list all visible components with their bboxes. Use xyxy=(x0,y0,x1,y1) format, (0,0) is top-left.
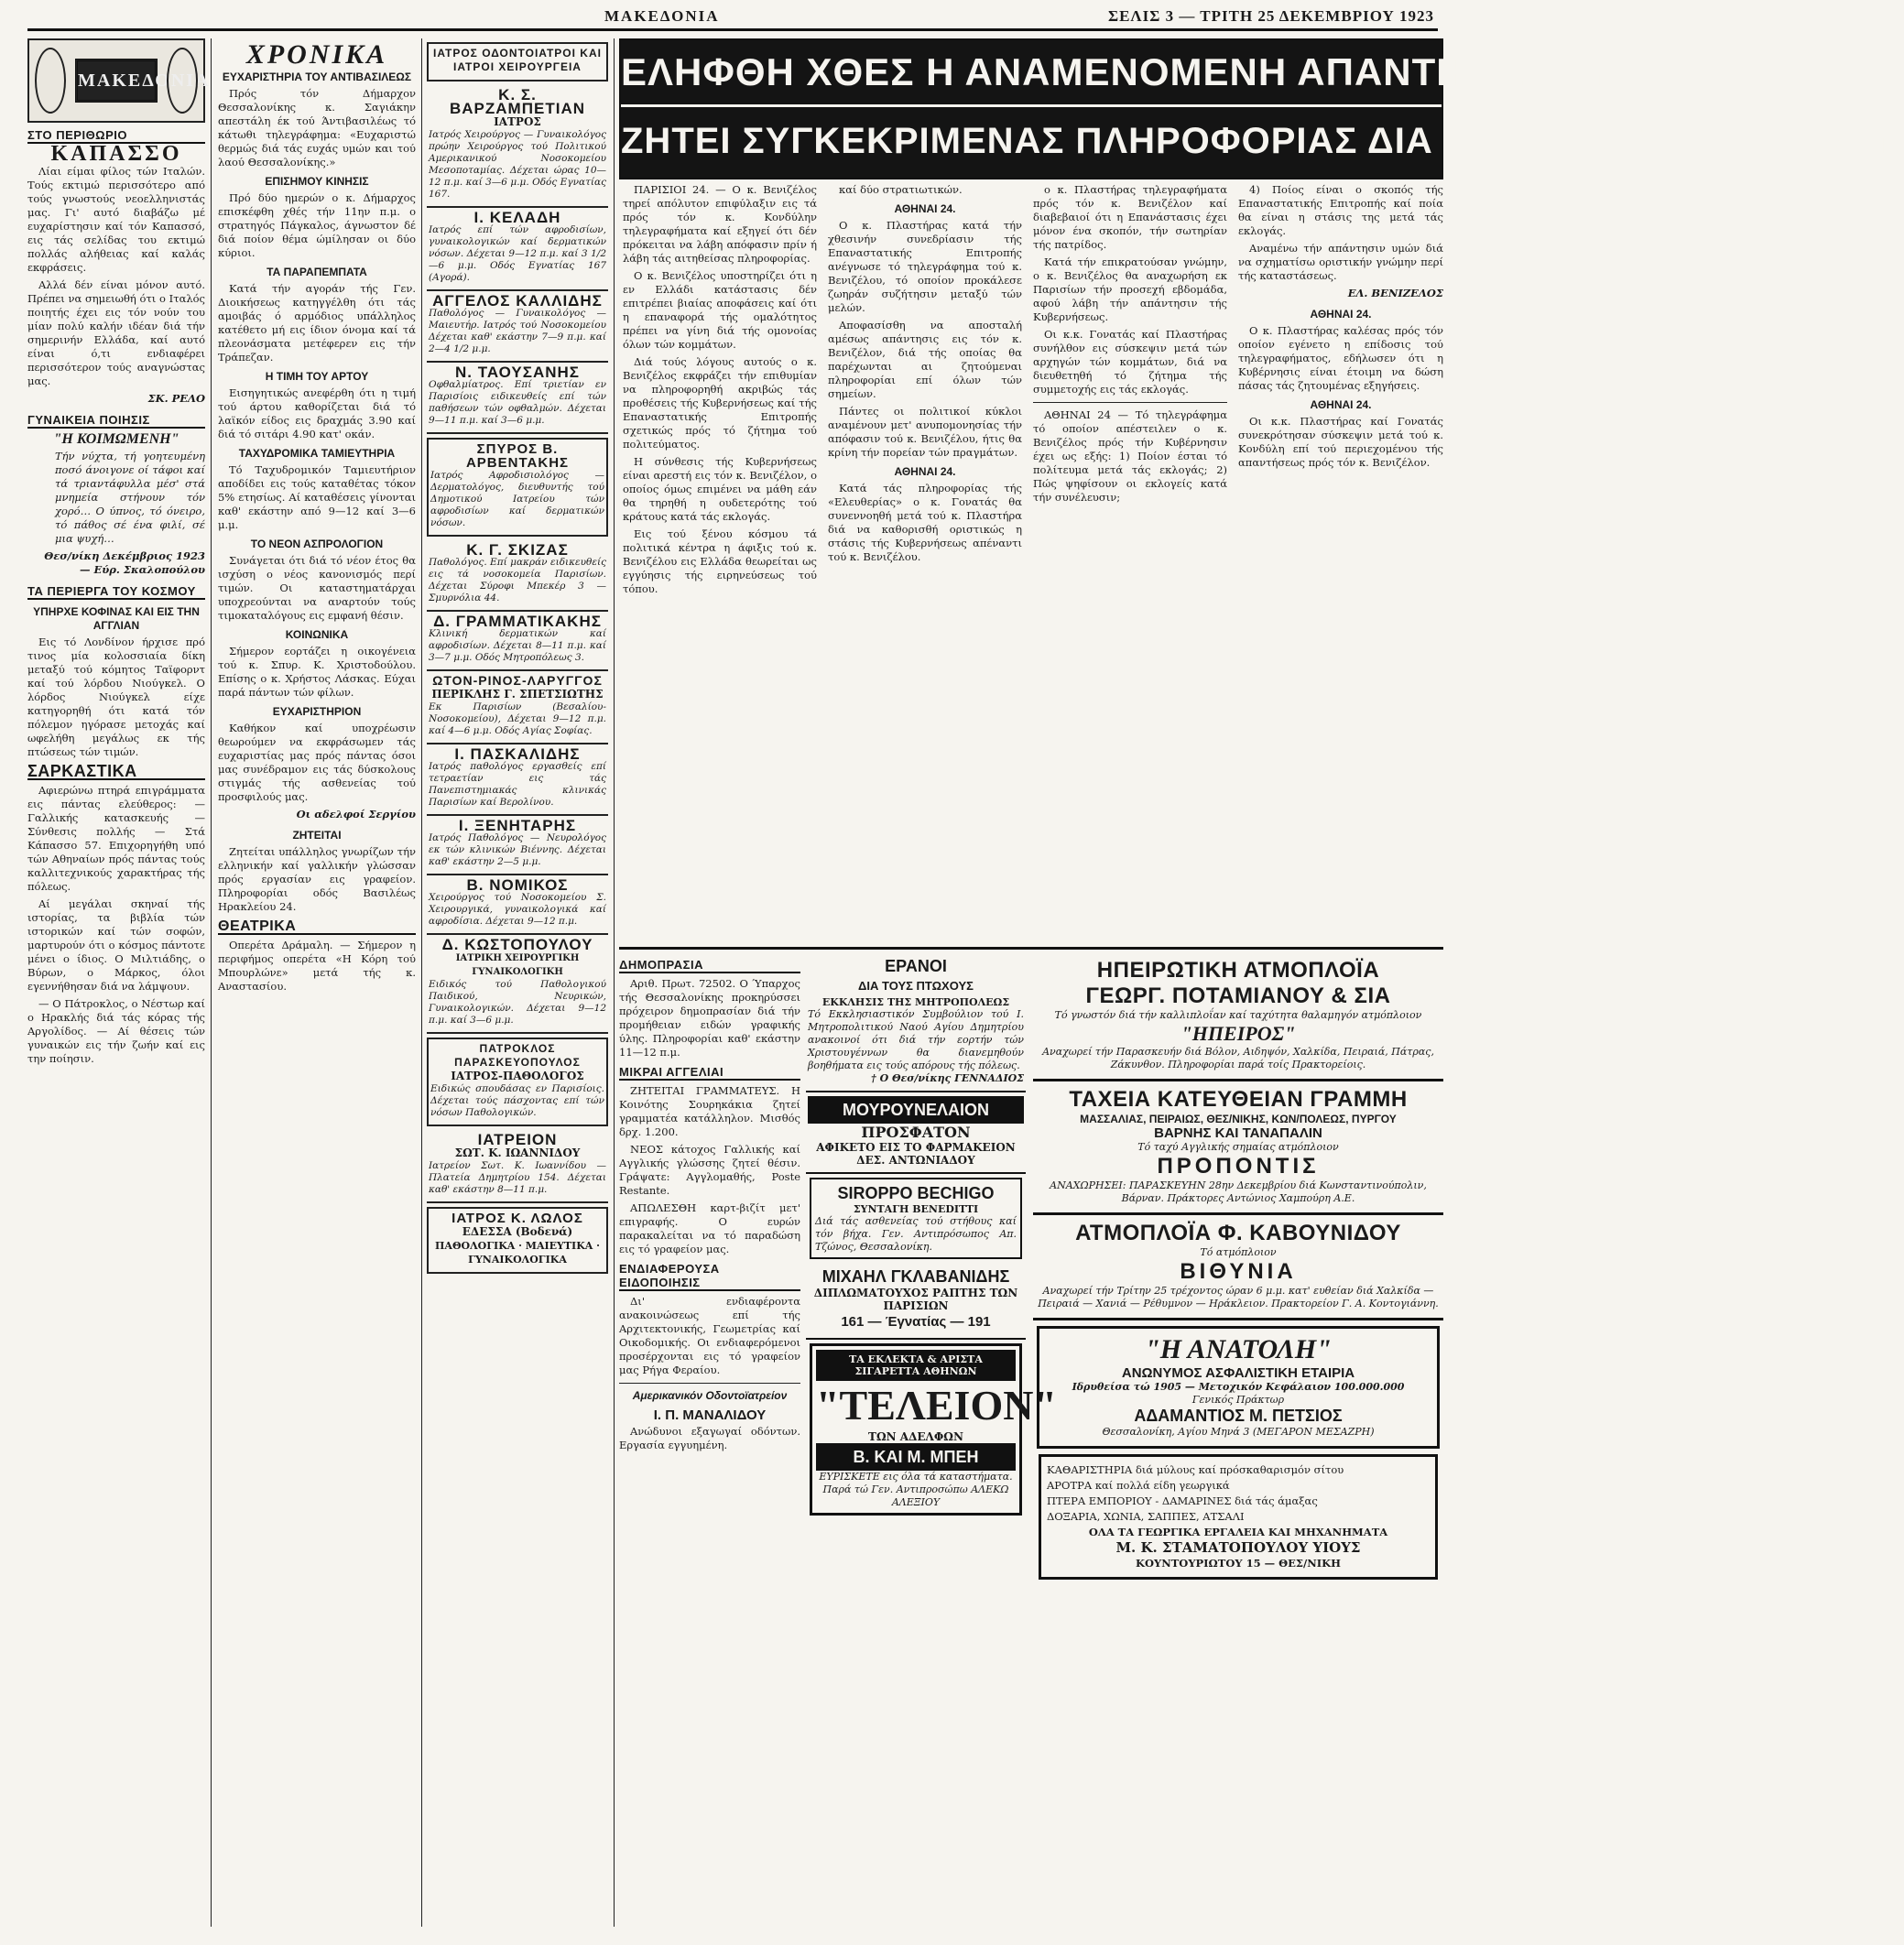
ad-body: Παθολόγος. Επί μακράν ειδικευθείς εις τά νοσοκομεία Παρισίων. Δέχεται Σύροφι Μπεκέρ 3 — Σμυρνόλια 44. xyxy=(429,557,606,603)
news-paragraph: Διά τούς λόγους αυτούς ο κ. Βενιζέλος εκφράζει τήν επιθυμίαν να πληροφορηθή ακριβώς τάς προθέσεις τής Κυβερνήσεως καί τής Επαναστατικής Επιτροπής σχετικώς πρός τό ζήτημα τού πολιτεύματος. xyxy=(623,355,817,451)
classified-text: ΖΗΤΕΙΤΑΙ ΓΡΑΜΜΑΤΕΥΣ. Η Κοινότης Σουρηκάκια ζητεί γραμματέα κατάλληλον. Μισθός δρχ. 1.200. xyxy=(619,1084,800,1138)
ad-block xyxy=(806,1263,1026,1340)
ad-body: ΕΥΡΙΣΚΕΤΕ εις όλα τά καταστήματα. Παρά τώ Γεν. Αντιπροσώπω ΑΛΕΚΩ ΑΛΕΞΙΟΥ xyxy=(819,1471,1013,1508)
ad-title: ΣΠΥΡΟΣ Β. ΑΡΒΕΝΤΑΚΗΣ xyxy=(465,441,570,471)
news-paragraph: Ο κ. Πλαστήρας καλέσας πρός τόν οποίον εγένετο η επίδοσις τού τηλεγραφήματος, εδήλωσεν ότι η Κυβέρνησις είναι έτοιμη να δώση πάσας τάς ζητουμένας εξηγήσεις. xyxy=(1238,324,1443,392)
ad-title: ΗΠΕΙΡΩΤΙΚΗ ΑΤΜΟΠΛΟΪΑ xyxy=(1096,958,1380,983)
ad-body: Ιατρός παθολόγος εργασθείς επί τετραετίαν εις τάς Πανεπιστημιακάς κλινικάς Παρισίων καί Βερολίνου. xyxy=(429,761,606,808)
article-title: ΥΠΗΡΧΕ ΚΟΦΙΝΑΣ ΚΑΙ ΕΙΣ ΤΗΝ ΑΓΓΛΙΑΝ xyxy=(33,605,200,632)
news-heading: ΕΥΧΑΡΙΣΤΗΡΙΑ ΤΟΥ ΑΝΤΙΒΑΣΙΛΕΩΣ xyxy=(222,71,412,83)
ad-subtitle: ΒΑΡΝΗΣ ΚΑΙ ΤΑΝΑΠΑΛΙΝ xyxy=(1154,1125,1322,1141)
ad-title: ΕΡΑΝΟΙ xyxy=(885,957,947,975)
news-column-2 xyxy=(828,183,1022,943)
section-heading: ΕΝΔΙΑΦΕΡΟΥΣΑ ΕΙΔΟΠΟΙΗΣΙΣ xyxy=(619,1262,800,1291)
divider xyxy=(619,1383,800,1384)
ad-body: Τό ατμόπλοιον xyxy=(1200,1246,1277,1258)
ad-block xyxy=(427,438,608,537)
ad-body: Ιατρός επί τών αφροδισίων, γυναικολογικών καί δερματικών νόσων. Δέχεται 9—12 π.μ. καί 3 1/2—6 μ.μ. Οδός Εγνατίας 167 (Αγορά). xyxy=(429,224,606,283)
section-heading: ΔΗΜΟΠΡΑΣΙΑ xyxy=(619,958,800,973)
ad-subtitle: ΤΩΝ ΑΔΕΛΦΩΝ xyxy=(868,1430,963,1443)
classified-text: ΑΠΩΛΕΣΘΗ καρτ-βιζίτ μετ' επιγραφής. Ο ευρών παρακαλείται να τό παραδώση εις τό γραφείον μας. xyxy=(619,1201,800,1255)
ad-title: Δ. ΓΡΑΜΜΑΤΙΚΑΚΗΣ xyxy=(433,613,602,630)
news-paragraph: Εις τού ξένου κόσμου τά πολιτικά κέντρα η άφιξις τού κ. Βενιζέλου εις Ελλάδα θεωρείται ως εγγύησις τής ειρηνεύσεως τού τόπου. xyxy=(623,527,817,595)
ad-title: "ΤΕΛΕΙΟΝ" xyxy=(816,1382,1057,1429)
ad-title: ΤΑΧΕΙΑ ΚΑΤΕΥΘΕΙΑΝ ΓΡΑΜΜΗ xyxy=(1069,1087,1408,1112)
ad-block xyxy=(1033,1215,1443,1320)
ad-body: Τό γνωστόν διά τήν καλλιπλοΐαν καί ταχύτητα θαλαμηγόν ατμόπλοιον xyxy=(1054,1009,1422,1021)
ad-line: ΑΡΟΤΡΑ καί πολλά είδη γεωργικά xyxy=(1047,1479,1230,1492)
ad-subtitle: ΙΑΤΡΙΚΗ ΧΕΙΡΟΥΡΓΙΚΗ ΓΥΝΑΙΚΟΛΟΓΙΚΗ xyxy=(455,953,580,977)
ad-subtitle: ΔΙΑ ΤΟΥΣ ΠΤΩΧΟΥΣ xyxy=(858,979,974,993)
ad-block xyxy=(427,1038,608,1126)
ad-subtitle: ΠΡΟΣΦΑΤΟΝ xyxy=(861,1124,971,1141)
ad-subtitle: ΑΝΩΝΥΜΟΣ ΑΣΦΑΛΙΣΤΙΚΗ ΕΤΑΙΡΙΑ xyxy=(1121,1365,1355,1381)
section-heading: ΣΤΟ ΠΕΡΙΘΩΡΙΟ xyxy=(27,128,205,144)
ad-block xyxy=(427,612,608,671)
news-paragraph: ΠΑΡΙΣΙΟΙ 24. — Ο κ. Βενιζέλος τηρεί απόλυτον επιφύλαξιν εις τά πρός τόν κ. Κονδύλην τηλεγραφήματα καί εξηγεί ότι δέν πρόκειται να λάβη απόφασιν πρίν ή λάβη τάς αιτηθείσας πληροφορίας. xyxy=(623,183,817,265)
article-paragraph: Εις τό Λονδίνον ήρχισε πρό τινος μία κολοσσιαία δίκη μεταξύ τού κόμητος Ταϊφορντ καί τού λόρδου Νιούγκελ. Ο λόρδος Νιούγκελ είχε κατηγορηθή ότι κατά τόν πόλεμον ηγόρασε μετοχάς καί ωφελήθη μεγάλως εκ τής πτώσεως τών τιμών. xyxy=(27,636,205,758)
news-paragraph: Κατά τήν αγοράν τής Γεν. Διοικήσεως κατηγγέλθη ότι τάς αμοιβάς ό αρμόδιος υπάλληλος κατέθετο μή εις ίδιον όνομα καί τά πλεονάσματα μετέφερεν εις τήν Τράπεζαν. xyxy=(218,282,416,364)
ad-title: ΜΟΥΡΟΥΝΕΛΑΙΟΝ xyxy=(808,1096,1024,1124)
ad-block xyxy=(806,1092,1026,1174)
news-heading: ΚΟΙΝΩΝΙΚΑ xyxy=(285,628,349,641)
news-dateline: ΑΘΗΝΑΙ 24. xyxy=(894,465,956,478)
ad-title: Ι. Π. ΜΑΝΑΛΙΔΟΥ xyxy=(653,1407,767,1423)
ad-title: SIROPPO BECHIGO xyxy=(837,1184,995,1202)
ad-line: ΠΤΕΡΑ ΕΜΠΟΡΙΟΥ - ΔΑΜΑΡΙΝΕΣ διά τάς άμαξας xyxy=(1047,1494,1318,1507)
ad-title: ΙΑΤΡΟΣ ΟΔΟΝΤΟΙΑΤΡΟΙ ΚΑΙ ΙΑΤΡΟΙ ΧΕΙΡΟΥΡΓΕΙΑ xyxy=(433,47,602,73)
news-signature: Οι αδελφοί Σεργίου xyxy=(296,808,416,820)
ad-body: ΠΑΘΟΛΟΓΙΚΑ · ΜΑΙΕΥΤΙΚΑ · ΓΥΝΑΙΚΟΛΟΓΙΚΑ xyxy=(435,1240,600,1266)
news-signature: ΕΛ. ΒΕΝΙΖΕΛΟΣ xyxy=(1347,287,1443,299)
ad-block xyxy=(427,291,608,363)
ad-subtitle: ΜΑΣΣΑΛΙΑΣ, ΠΕΙΡΑΙΩΣ, ΘΕΣ/ΝΙΚΗΣ, ΚΩΝ/ΠΟΛΕΩΣ, ΠΥΡΓΟΥ xyxy=(1080,1113,1397,1125)
ad-block xyxy=(427,935,608,1034)
news-heading: ΕΥΧΑΡΙΣΤΗΡΙΟΝ xyxy=(272,705,362,718)
ad-title: ΩΤΟΝ-ΡΙΝΟΣ-ΛΑΡΥΓΓΟΣ xyxy=(432,673,603,688)
news-paragraph: Οι κ.κ. Πλαστήρας καί Γονατάς συνεκρότησαν σύσκεψιν μετά τού κ. Κονδύλη επί τού περιεχομένου τής απαντήσεως πρός τόν κ. Βενιζέλον. xyxy=(1238,415,1443,469)
ad-body: Ιατρός Χειρούργος — Γυναικολόγος πρώην Χειρούργος τού Πολιτικού Αμερικανικού Νοσοκομείου Μεσοποταμίας. Δέχεται ώρας 10—12 π.μ. καί 3—6 μ.μ. Οδός Εγνατίας 167. xyxy=(429,129,606,200)
news-paragraph: ΑΘΗΝΑΙ 24 — Τό τηλεγράφημα τό οποίον απέστειλεν ο κ. Βενιζέλος πρός τήν Κυβέρνησιν έχει ως εξής: 1) Ποίον έσται τό πολίτευμα μετά τάς εκλογάς; 2) Πώς ψηφίσουν οι εκλογείς κατά τήν συνέλευσιν; xyxy=(1033,408,1227,504)
article-paragraph: Λίαι είμαι φίλος τών Ιταλών. Τούς εκτιμώ περισσότερο από τούς γνωστούς νεοελληνιστάς μας. Γι' αυτό διαβάζω μέ ευχαρίστησιν καί τόν Καπασσό, εις τάς σελίδας του εκτιμώ πολλάς αλήθειας καί καλάς εκφράσεις. xyxy=(27,165,205,274)
ad-body: Αναχωρεί τήν Τρίτην 25 τρέχοντος ώραν 6 μ.μ. κατ' ευθείαν διά Χαλκίδα — Πειραιά — Χανιά — Ρέθυμνον — Ηράκλειον. Πρακτορείον Γ. Α. Κοντογιάννη. xyxy=(1038,1285,1439,1309)
ad-line: ΔΟΞΑΡΙΑ, ΧΩΝΙΑ, ΣΑΠΠΕΣ, ΑΤΣΑΛΙ xyxy=(1047,1510,1245,1523)
column-2 xyxy=(218,38,416,1925)
news-paragraph: Ο κ. Βενιζέλος υποστηρίζει ότι η εν Ελλάδι κατάστασις δέν επιτρέπει βιαίας αποφάσεις καί ότι η επαναφορά τής ομαλότητος πρέπει να γίνη διά τής ομονοίας όλων τών κομμάτων. xyxy=(623,269,817,351)
ad-body: Εκ Παρισίων (Βεσαλίου-Νοσοκομείου), Δέχεται 9—12 π.μ. καί 4—6 μ.μ. Οδός Αγίας Σοφίας. xyxy=(429,701,606,736)
ad-subtitle: ΙΑΤΡΟΣ-ΠΑΘΟΛΟΓΟΣ xyxy=(451,1070,584,1082)
news-paragraph: Πρό δύο ημερών ο κ. Δήμαρχος επισκέφθη χθές τήν 11ην π.μ. ο στρατηγός Πάγκαλος, άγνωστον δέ διά ποίον θέμα ώμίλησαν οι δύο κύριοι. xyxy=(218,191,416,259)
news-column-3 xyxy=(1033,183,1227,943)
news-paragraph: Συνάγεται ότι διά τό νέον έτος θα ισχύση ο νέος κανονισμός περί τιμών. Οι καταστηματάρχαι υποχρεούνται να αναρτούν τούς τιμοκαταλόγους εις εμφανή θέσιν. xyxy=(218,554,416,622)
column-3-ads xyxy=(427,38,608,1925)
ad-body: Ειδικώς σπουδάσας εν Παρισίοις. Δέχεται τούς πάσχοντας επί τών νόσων Παθολογικών. xyxy=(430,1083,604,1118)
news-paragraph: Σήμερον εορτάζει η οικογένεια τού κ. Σπυρ. Κ. Χριστοδούλου. Επίσης ο κ. Χρήστος Λάσκας. Εύχαι παρά πάντων τών φίλων. xyxy=(218,645,416,699)
article-paragraph: — Ο Πάτροκλος, ο Νέστωρ καί ο Ηρακλής διά τάς κόρας τής Αργολίδος. — Αί θέσεις τών γυναικών εις τήν ζωήν καί εις την ποίησιν. xyxy=(27,997,205,1065)
news-paragraph: Καθήκον καί υποχρέωσιν θεωρούμεν να εκφράσωμεν τάς ευχαριστίας μας πρός πάντας όσοι μας συνέδραμον εις τάς δύσκολους στιγμάς τής ασθενείας τού προσφιλούς μας. xyxy=(218,722,416,803)
classifieds-column xyxy=(619,952,800,1927)
ad-subtitle: ΠΕΡΙΚΛΗΣ Γ. ΣΠΕΤΣΙΩΤΗΣ xyxy=(431,688,604,701)
ad-block xyxy=(806,952,1026,1092)
page-header xyxy=(27,4,1438,31)
ad-body: Κλινική δερματικών καί αφροδισίων. Δέχεται 8—11 π.μ. καί 3—7 μ.μ. Οδός Μητροπόλεως 3. xyxy=(429,628,606,663)
ad-block xyxy=(427,85,608,208)
ad-body: Θεσσαλονίκη, Αγίου Μηνά 3 (ΜΕΓΑΡΟΝ ΜΕΣΑΖΡΗ) xyxy=(1102,1426,1375,1438)
headline-line-1: ΕΛΗΦΘΗ ΧΘΕΣ Η ΑΝΑΜΕΝΟΜΕΝΗ ΑΠΑΝΤΗΣΙΣ ΤΟΥ κ. ΒΕΝΙΖΕΛΟΥ xyxy=(621,40,1442,107)
news-paragraph: Αναμένω τήν απάντησιν υμών διά να σχηματίσω οριστικήν γνώμην περί τής καταστάσεως. xyxy=(1238,242,1443,282)
ad-subtitle: ΣΥΝΤΑΓΗ BENEDITTI xyxy=(853,1203,979,1215)
ad-block xyxy=(427,363,608,434)
ad-block xyxy=(427,744,608,816)
ad-title: ΙΑΤΡΟΣ Κ. ΛΩΛΟΣ xyxy=(452,1211,583,1226)
ads-middle-column xyxy=(806,952,1057,1927)
ad-body: ΑΦΙΚΕΤΟ ΕΙΣ ΤΟ ΦΑΡΜΑΚΕΙΟΝ ΔΕΣ. ΑΝΤΩΝΙΑΔΟΥ xyxy=(816,1141,1016,1167)
ship-name: ΠΡΟΠΟΝΤΙΣ xyxy=(1157,1154,1320,1179)
ad-header xyxy=(427,42,608,81)
ad-block xyxy=(1037,1326,1440,1449)
divider xyxy=(1033,402,1227,403)
ornament-left-icon xyxy=(35,48,66,114)
ad-block xyxy=(427,540,608,612)
news-column-4 xyxy=(1238,183,1443,943)
ornament-right-icon xyxy=(167,48,198,114)
ad-line: ΚΑΘΑΡΙΣΤΗΡΙΑ διά μύλους καί πρόσκαθαρισμόν σίτου xyxy=(1047,1463,1344,1476)
news-column-1 xyxy=(623,183,817,943)
article-title: ΚΑΠΑΣΣΟ xyxy=(50,142,182,166)
article-paragraph: Αλλά δέν είναι μόνον αυτό. Πρέπει να σημειωθή ότι ο Ιταλός ποιητής έχει εις τόν νούν του μίαν πολύ καλήν ιδέαν διά τήν σημερινήν Ελλάδα, καί αυτό είναι ό,τι ενδιαφέρει περισσότερον τούς αναγνώστας μας. xyxy=(27,278,205,387)
ad-block xyxy=(1033,952,1443,1081)
ad-title: ΑΤΜΟΠΛΟΪΑ Φ. ΚΑΒΟΥΝΙΔΟΥ xyxy=(1075,1221,1401,1245)
news-paragraph: Ζητείται υπάλληλος γνωρίζων τήν ελληνικήν καί γαλλικήν γλώσσαν πρός εργασίαν εις γραφείον. Πληροφορίαι οδός Βασιλέως Ηρακλείου 24. xyxy=(218,845,416,913)
section-heading: ΤΑ ΠΕΡΙΕΡΓΑ ΤΟΥ ΚΟΣΜΟΥ xyxy=(27,584,205,600)
masthead-logo: ΜΑΚΕΔΟΝΙΑ xyxy=(75,59,158,103)
ad-block xyxy=(1033,1081,1443,1215)
classified-text: Αριθ. Πρωτ. 72502. Ο Ύπαρχος τής Θεσσαλονίκης προκηρύσσει πρόχειρον δημοπρασίαν διά τήν προμήθειαν ειδών γραφικής ύλης. Πληροφορίαι καθ' εκάστην 11—12 π.μ. xyxy=(619,977,800,1059)
ad-block xyxy=(427,671,608,744)
ad-block xyxy=(810,1178,1022,1259)
ad-body: ΑΝΑΧΩΡΗΣΕΙ: ΠΑΡΑΣΚΕΥΗΝ 28ην Δεκεμβρίου διά Κωνσταντινούπολιν, Βάρναν. Πράκτορες Αντώνιος Χαμπούρη Α.Ε. xyxy=(1050,1179,1427,1204)
ad-title: Ν. ΤΑΟΥΣΑΝΗΣ xyxy=(455,364,580,381)
ad-body: Ιατρός Παθολόγος — Νευρολόγος εκ τών κλινικών Βιέννης. Δέχεται καθ' εκάστην 2—5 μ.μ. xyxy=(429,832,606,867)
news-paragraph: Οι κ.κ. Γονατάς καί Πλαστήρας συνήλθον εις σύσκεψιν μετά τών αρχηγών τών κομμάτων, διά να διευθετηθή τό ζήτημα τής συμμετοχής εις τάς εκλογάς. xyxy=(1033,328,1227,396)
news-paragraph: Κατά τάς πληροφορίας τής «Ελευθερίας» ο κ. Γονατάς θα συνεννοηθή μετά τού κ. Πλαστήρα διά να καθορισθή οριστικώς η στάσις τής Κυβερνήσεως απέναντι τού κ. Βενιζέλου. xyxy=(828,482,1022,563)
ad-block xyxy=(427,816,608,875)
ship-name: "ΗΠΕΙΡΟΣ" xyxy=(1180,1022,1296,1045)
headline-line-2: ΖΗΤΕΙ ΣΥΓΚΕΚΡΙΜΕΝΑΣ ΠΛΗΡΟΦΟΡΙΑΣ ΔΙΑ ΝΑ ΣΧΗΜΑΤΙΣΗ ΓΝΩΜΗΝ xyxy=(621,121,1904,161)
ad-body: Ιδρυθείσα τώ 1905 — Μετοχικόν Κεφάλαιον 100.000.000 xyxy=(1072,1381,1405,1393)
ad-subtitle: ΕΚΚΛΗΣΙΣ ΤΗΣ ΜΗΤΡΟΠΟΛΕΩΣ xyxy=(821,996,1010,1008)
column-1 xyxy=(27,38,211,1925)
ad-title: ΓΕΩΡΓ. ΠΟΤΑΜΙΑΝΟΥ & ΣΙΑ xyxy=(1085,983,1391,1008)
ad-title: Ι. ΚΕΛΑΔΗ xyxy=(473,209,561,226)
news-paragraph: Αποφασίσθη να αποσταλή αμέσως απάντησις εις τόν κ. Βενιζέλον, διά τής οποίας θα παρέχωνται αι ζητούμεναι πληροφορίαι επί όλων τών σημείων. xyxy=(828,319,1022,400)
ad-line: ΟΛΑ ΤΑ ΓΕΩΡΓΙΚΑ ΕΡΓΑΛΕΙΑ ΚΑΙ ΜΗΧΑΝΗΜΑΤΑ xyxy=(1088,1526,1388,1538)
ads-right-column xyxy=(1033,952,1443,1927)
ad-block xyxy=(427,1207,608,1274)
news-dateline: ΑΘΗΝΑΙ 24. xyxy=(1310,398,1372,411)
ad-title: Β. ΚΑΙ Μ. ΜΠΕΗ xyxy=(816,1443,1016,1471)
news-heading: ΤΑ ΠΑΡΑΠΕΜΠΑΤΑ xyxy=(267,266,367,278)
poem-text: Τήν νύχτα, τή γοητευμένη ποσό άνοιγονε οί τάφοι καί τά τριαντάφυλλα μέσ' στά μνημεία στήνουν τόν χορό… Ο ύπνος, τό όνειρο, τό πάθος σέ ένα φιλί, σέ μια ψυχή… xyxy=(55,450,205,545)
ad-subtitle: ΕΔΕΣΣΑ (Βοδενά) xyxy=(462,1225,573,1238)
ad-title: ΙΑΤΡΕΙΟΝ xyxy=(477,1131,558,1148)
ad-block xyxy=(427,875,608,935)
ad-body: Ιατρός Αφροδισιολόγος — Δερματολόγος, διευθυντής τού Δημοτικού Ιατρείου τών αφροδισίων καί δερματικών νόσων. xyxy=(430,470,604,528)
ad-title: Δ. ΚΩΣΤΟΠΟΥΛΟΥ xyxy=(441,936,593,953)
ad-subtitle: ΔΙΠΛΩΜΑΤΟΥΧΟΣ ΡΑΠΤΗΣ ΤΩΝ ΠΑΡΙΣΙΩΝ xyxy=(813,1287,1018,1312)
column-rule xyxy=(211,38,212,1927)
news-paragraph: καί δύο στρατιωτικών. xyxy=(839,183,963,196)
news-paragraph: Ο κ. Πλαστήρας κατά τήν χθεσινήν συνεδρίασιν τής Επαναστατικής Επιτροπής ανέγνωσε τό τηλεγράφημα τού κ. Βενιζέλου, τό οποίον προκάλεσε ζωηράν συζήτησιν μεταξύ τών μελών. xyxy=(828,219,1022,314)
news-paragraph: Η σύνθεσις τής Κυβερνήσεως είναι αρεστή εις τόν κ. Βενιζέλον, ο οποίος όμως επιμένει να μάθη εάν θα τηρηθή η ουδετερότης τού κράτους κατά τάς εκλογάς. xyxy=(623,455,817,523)
classified-text: ΝΕΟΣ κάτοχος Γαλλικής καί Αγγλικής γλώσσης ζητεί θέσιν. Γράψατε: Αγγλομαθής, Poste Restante. xyxy=(619,1143,800,1197)
ad-title: Κ. Σ. ΒΑΡΖΑΜΠΕΤΙΑΝ xyxy=(450,86,585,117)
masthead xyxy=(27,38,211,123)
ad-title: Ι. ΞΕΝΗΤΑΡΗΣ xyxy=(458,817,577,834)
news-heading: Η ΤΙΜΗ ΤΟΥ ΑΡΤΟΥ xyxy=(265,370,369,383)
ad-body: Τό ταχύ Αγγλικής σημαίας ατμόπλοιον xyxy=(1137,1141,1339,1153)
news-paragraph: Εισηγητικώς ανεφέρθη ότι η τιμή τού άρτου καθορίζεται διά τό λαϊκόν είδος εις δραχμάς 3.90 καί διά τό σιτάρι 4.90 κατ' οκάν. xyxy=(218,386,416,440)
ad-body: Αναχωρεί τήν Παρασκευήν διά Βόλον, Αιδηψόν, Χαλκίδα, Πειραιά, Πάτρας, Ζάκυνθον. Πληροφορίαι παρά τοίς Πρακτορείοις. xyxy=(1042,1046,1434,1070)
ad-title: ΜΙΧΑΗΛ ΓΚΛΑΒΑΝΙΔΗΣ xyxy=(821,1267,1010,1286)
section-heading: ΜΙΚΡΑΙ ΑΓΓΕΛΙΑΙ xyxy=(619,1065,800,1081)
ad-title: Β. ΝΟΜΙΚΟΣ xyxy=(466,876,569,894)
news-paragraph: Οπερέτα Δράμαλη. — Σήμερον η περιφήμος οπερέτα «Η Κόρη τού Μπουρλώνε» μετά τής κ. Αναστασίου. xyxy=(218,939,416,993)
classified-text: Ανώδυνοι εξαγωγαί οδόντων. Εργασία εγγυημένη. xyxy=(619,1425,800,1451)
section-title: ΧΡΟΝΙΚΑ xyxy=(245,39,388,70)
news-paragraph: Πρός τόν Δήμαρχον Θεσσαλονίκης κ. Σαγιάκην απεστάλη έκ τού Άντιβασιλέως τό κάτωθι τηλεγράφημα: «Ευχαριστώ θερμώς διά τάς ευχάς υμών και τού λαού Θεσσαλονίκης.» xyxy=(218,87,416,168)
column-rule xyxy=(614,38,615,1927)
section-heading: ΣΑΡΚΑΣΤΙΚΑ xyxy=(27,765,205,780)
ad-subtitle: ΙΑΤΡΟΣ xyxy=(494,115,541,128)
ship-name: ΒΙΘΥΝΙΑ xyxy=(1180,1259,1297,1284)
ad-block xyxy=(810,1343,1057,1516)
issue-line: ΣΕΛΙΣ 3 — ΤΡΙΤΗ 25 ΔΕΚΕΜΒΡΙΟΥ 1923 xyxy=(1107,7,1434,25)
ad-body: Ιατρείον Σωτ. Κ. Ιωαννίδου — Πλατεία Δημητρίου 154. Δέχεται καθ' εκάστην 8—11 π.μ. xyxy=(429,1160,606,1195)
ad-title: "Η ΑΝΑΤΟΛΗ" xyxy=(1145,1334,1332,1364)
ad-title: Μ. Κ. ΣΤΑΜΑΤΟΠΟΥΛΟΥ ΥΙΟΥΣ xyxy=(1115,1539,1361,1556)
news-paragraph: ο κ. Πλαστήρας τηλεγραφήματα πρός τόν κ. Βενιζέλον καί διαβεβαιοί ότι η Επανάστασις έχει μόνον ένα σκοπόν, τήν σωτηρίαν τής πατρίδος. xyxy=(1033,183,1227,251)
section-divider xyxy=(619,947,1443,950)
news-heading: ΖΗΤΕΙΤΑΙ xyxy=(292,829,342,842)
ad-block xyxy=(1039,1454,1438,1580)
ad-body: 161 — Έγνατίας — 191 xyxy=(841,1314,991,1330)
article-paragraph: Αφιερώνω πτηρά επιγράμματα εις πάντας ελεύθερος: — Γαλλικής κατασκευής — Σύνθεσις πολλής — Στά Κάπασσο 57. Επιχορηγήθη υπό τών Αθηναίων πρός πάντας τούς καλλιτεχνικούς χαρακτήρας τής πόλεως. xyxy=(27,784,205,893)
ad-body: Ειδικός τού Παθολογικού Παιδικού, Νευρικών, Γυναικολογικών. Δέχεται 9—12 π.μ. καί 3—6 μ.μ. xyxy=(429,979,606,1026)
poem-title: "Η ΚΟΙΜΩΜΕΝΗ" xyxy=(53,431,180,447)
ad-body: Παθολόγος — Γυναικολόγος — Μαιευτήρ. Ιατρός τού Νοσοκομείου Δέχεται καθ' εκάστην 7—9 π.μ. καί 2—4 1/2 μ.μ. xyxy=(429,308,606,354)
ad-address: ΚΟΥΝΤΟΥΡΙΩΤΟΥ 15 — ΘΕΣ/ΝΙΚΗ xyxy=(1136,1557,1341,1570)
news-dateline: ΑΘΗΝΑΙ 24. xyxy=(894,202,956,215)
ad-subtitle: ΤΑ ΕΚΛΕΚΤΑ & ΑΡΙΣΤΑ ΣΙΓΑΡΕΤΤΑ ΑΘΗΝΩΝ xyxy=(816,1350,1016,1381)
ad-signature: † Ο Θεσ/νίκης ΓΕΝΝΑΔΙΟΣ xyxy=(871,1072,1024,1084)
section-heading: ΘΕΑΤΡΙΚΑ xyxy=(218,919,416,935)
ad-title: Αμερικανικόν Οδοντοϊατρείον xyxy=(632,1389,788,1402)
ad-subtitle: ΣΩΤ. Κ. ΙΩΑΝΝΙΔΟΥ xyxy=(454,1146,581,1159)
section-heading: ΓΥΝΑΙΚΕΙΑ ΠΟΙΗΣΙΣ xyxy=(27,413,205,429)
ad-block xyxy=(427,1130,608,1203)
news-dateline: ΑΘΗΝΑΙ 24. xyxy=(1310,308,1372,321)
news-paragraph: Τό Ταχυδρομικόν Ταμιευτήριον αποδίδει εις τούς καταθέτας τόκον 5% ετησίως. Αί καταθέσεις γίνονται καθ' εκάστην από 9—12 καί 3—6 μ.μ. xyxy=(218,463,416,531)
column-rule xyxy=(421,38,422,1927)
news-paragraph: 4) Ποίος είναι ο σκοπός τής Επαναστατικής Επιτροπής καί ποία θα είναι η στάσις της μετά τάς εκλογάς. xyxy=(1238,183,1443,237)
ad-title: Κ. Γ. ΣΚΙΖΑΣ xyxy=(466,541,569,559)
classified-text: Δι' ενδιαφέροντα ανακοινώσεως επί τής Αρχιτεκτονικής, Γεωμετρίας καί Οικοδομικής. Οι ενδιαφερόμενοι προσέρχονται εις τό γραφείον μας Ρήγα Φεραίου. xyxy=(619,1295,800,1376)
ad-body: Τό Εκκλησιαστικόν Συμβούλιον τού Ι. Μητροπολιτικού Ναού Αγίου Δημητρίου ανακοινοί ότι διά τήν εορτήν τών Χριστουγέννων θα διανεμηθούν βοηθήματα εις τούς απόρους τής πόλεως. xyxy=(808,1008,1024,1071)
ad-body: Οφθαλμίατρος. Επί τριετίαν εν Παρισίοις ειδικευθείς επί τών παθήσεων τών οφθαλμών. Δέχεται 9—11 π.μ. καί 3—6 μ.μ. xyxy=(429,379,606,426)
ad-title: ΑΔΑΜΑΝΤΙΟΣ Μ. ΠΕΤΣΙΟΣ xyxy=(1134,1407,1343,1425)
news-heading: ΤΑΧΥΔΡΟΜΙΚΑ ΤΑΜΙΕΥΤΗΡΙΑ xyxy=(238,447,396,460)
news-heading: ΕΠΙΣΗΜΟΥ ΚΙΝΗΣΙΣ xyxy=(265,175,369,188)
ad-body: Χειρούργος τού Νοσοκομείου Σ. Χειρουργικά, γυναικολογικά καί αφροδίσια. Δέχεται 9—12 π.μ. xyxy=(429,892,606,927)
paper-name: ΜΑΚΕΔΟΝΙΑ xyxy=(604,7,720,25)
article-paragraph: Αί μεγάλαι σκηναί τής ιστορίας, τα βιβλία τών ιστορικών καί τών σοφών, μαρτυρούν ότι ο κόσμος πάντοτε μένει ο ίδιος. Ο Μιλτιάδης, ο Βύρων, ο Μάρκος, όλοι εγεννήθησαν διά να λάμψουν. xyxy=(27,897,205,993)
ad-title: Ι. ΠΑΣΚΑΛΙΔΗΣ xyxy=(454,745,581,763)
ad-body: Διά τάς ασθενείας τού στήθους καί τόν βήχα. Γεν. Αντιπρόσωπος Απ. Τζώνος, Θεσσαλονίκη. xyxy=(815,1215,1017,1253)
news-heading: ΤΟ ΝΕΟΝ ΑΣΠΡΟΛΟΓΙΟΝ xyxy=(250,538,384,550)
headline-banner xyxy=(619,38,1904,179)
poem-signature: Θεσ/νίκη Δεκέμβριος 1923 — Εύρ. Σκαλοπούλου xyxy=(44,549,205,576)
ad-title: ΑΓΓΕΛΟΣ ΚΑΛΛΙΔΗΣ xyxy=(432,292,603,310)
ad-subtitle: Γενικός Πράκτωρ xyxy=(1191,1394,1285,1406)
article-signature: ΣΚ. ΡΕΛΟ xyxy=(147,392,205,405)
ad-block xyxy=(427,208,608,291)
ad-title: ΠΑΤΡΟΚΛΟΣ ΠΑΡΑΣΚΕΥΟΠΟΥΛΟΣ xyxy=(454,1042,581,1069)
news-paragraph: Πάντες οι πολιτικοί κύκλοι αναμένουν μετ' ανυπομονησίας τήν απόφασιν τού κ. Βενιζέλου, ήτις θα κρίνη τήν πορείαν τών πραγμάτων. xyxy=(828,405,1022,459)
news-paragraph: Κατά τήν επικρατούσαν γνώμην, ο κ. Βενιζέλος θα αναχωρήση εκ Παρισίων τήν προσεχή εβδομάδα, αφού λάβη τήν απάντησιν τής Κυβερνήσεως. xyxy=(1033,255,1227,323)
